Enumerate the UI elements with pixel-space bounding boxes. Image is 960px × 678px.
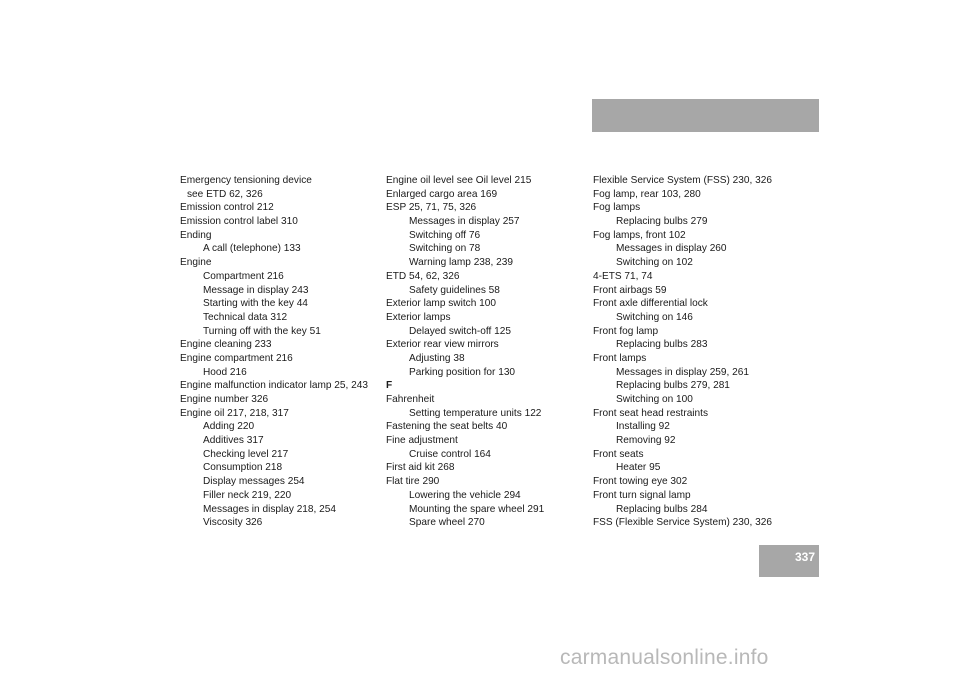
index-column-2 [386, 174, 586, 530]
index-subentry: Messages in display 260 [616, 243, 727, 255]
index-subentry: Installing 92 [616, 421, 670, 433]
index-entry: Emergency tensioning device [180, 175, 312, 186]
index-subentry: Technical data 312 [203, 311, 288, 323]
index-entry: Front turn signal lamp [593, 489, 691, 501]
index-subentry: Spare wheel 270 [409, 517, 485, 529]
index-entry: Front towing eye 302 [593, 476, 688, 488]
index-entry: Engine cleaning 233 [180, 339, 272, 351]
index-subentry: Removing 92 [616, 435, 676, 447]
index-subentry: Consumption 218 [203, 462, 283, 474]
page-number: 337 [794, 550, 815, 564]
index-entry: Engine [180, 257, 212, 269]
index-entry: Engine number 326 [180, 394, 269, 405]
index-subentry: Messages in display 259, 261 [616, 366, 749, 378]
index-subentry: Hood 216 [203, 366, 247, 378]
index-subentry: Viscosity 326 [203, 517, 263, 529]
index-subentry: Messages in display 257 [409, 216, 520, 228]
index-subentry: Checking level 217 [203, 448, 289, 460]
index-subentry: Heater 95 [616, 462, 661, 474]
index-subentry: Replacing bulbs 283 [616, 339, 708, 351]
index-subentry: Additives 317 [203, 435, 264, 447]
index-entry: Enlarged cargo area 169 [386, 188, 498, 200]
index-subentry: Adjusting 38 [409, 352, 465, 364]
index-entry: Engine oil level see Oil level 215 [386, 175, 532, 186]
index-entry: Front airbags 59 [593, 284, 667, 296]
index-subentry: Mounting the spare wheel 291 [409, 503, 545, 515]
index-subentry: Replacing bulbs 284 [616, 503, 708, 515]
index-entry: FSS (Flexible Service System) 230, 326 [593, 517, 772, 529]
index-entry: Emission control label 310 [180, 216, 298, 228]
index-entry: Flat tire 290 [386, 476, 440, 488]
index-entry: Exterior lamps [386, 311, 451, 323]
index-subentry: Starting with the key 44 [203, 298, 308, 310]
index-entry: Exterior rear view mirrors [386, 339, 499, 351]
index-entry: Front seat head restraints [593, 407, 709, 419]
index-subentry: Switching on 102 [616, 257, 693, 269]
index-entry: ETD 54, 62, 326 [386, 270, 460, 282]
index-subentry: Replacing bulbs 279, 281 [616, 380, 730, 392]
index-subentry: Adding 220 [203, 421, 255, 433]
index-subentry: Safety guidelines 58 [409, 284, 500, 296]
index-entry: Exterior lamp switch 100 [386, 298, 496, 310]
index-entry: Fog lamps [593, 202, 641, 214]
index-entry: Engine compartment 216 [180, 352, 293, 364]
index-subentry: Delayed switch-off 125 [409, 325, 511, 337]
header-tab [592, 99, 819, 132]
index-subentry: Turning off with the key 51 [203, 325, 321, 337]
index-subentry: Messages in display 218, 254 [203, 503, 336, 515]
index-subentry: Replacing bulbs 279 [616, 216, 708, 228]
index-entry: Front axle differential lock [593, 298, 708, 310]
index-subentry: Switching on 146 [616, 311, 693, 323]
index-entry: Fine adjustment [386, 435, 458, 447]
index-subentry: Switching on 78 [409, 243, 481, 255]
index-entry: Front fog lamp [593, 325, 659, 337]
index-subentry: Cruise control 164 [409, 448, 491, 460]
index-section-letter: F [386, 380, 393, 392]
index-entry: Fastening the seat belts 40 [386, 421, 508, 433]
page-number-tab [759, 545, 819, 577]
index-entry: Engine oil 217, 218, 317 [180, 407, 289, 419]
index-entry: Fog lamps, front 102 [593, 229, 686, 241]
index-entry: Flexible Service System (FSS) 230, 326 [593, 175, 772, 186]
index-entry: First aid kit 268 [386, 462, 455, 474]
index-subentry: Warning lamp 238, 239 [409, 257, 513, 269]
index-column-3 [593, 174, 793, 530]
index-subentry: Compartment 216 [203, 270, 284, 282]
index-entry: ESP 25, 71, 75, 326 [386, 202, 477, 214]
index-entry: 4-ETS 71, 74 [593, 270, 653, 282]
index-subentry: Parking position for 130 [409, 366, 516, 378]
index-subentry: Switching off 76 [409, 229, 481, 241]
index-subentry: Display messages 254 [203, 476, 305, 488]
index-entry: Front seats [593, 448, 644, 460]
index-entry: Fahrenheit [386, 394, 435, 405]
page-title: Index [866, 113, 900, 128]
index-subentry: Switching on 100 [616, 394, 693, 405]
index-entry-continuation: see ETD 62, 326 [187, 188, 263, 200]
index-subentry: Message in display 243 [203, 284, 309, 296]
watermark: carmanualsonline.info [560, 646, 769, 669]
index-subentry: A call (telephone) 133 [203, 243, 301, 255]
index-entry: Emission control 212 [180, 202, 274, 214]
index-entry: Fog lamp, rear 103, 280 [593, 188, 701, 200]
index-column-1 [180, 174, 380, 530]
index-entry: Engine malfunction indicator lamp 25, 243 [180, 380, 368, 392]
index-subentry: Setting temperature units 122 [409, 407, 542, 419]
index-entry: Front lamps [593, 352, 647, 364]
index-entry: Ending [180, 229, 212, 241]
index-subentry: Lowering the vehicle 294 [409, 489, 521, 501]
index-subentry: Filler neck 219, 220 [203, 489, 292, 501]
